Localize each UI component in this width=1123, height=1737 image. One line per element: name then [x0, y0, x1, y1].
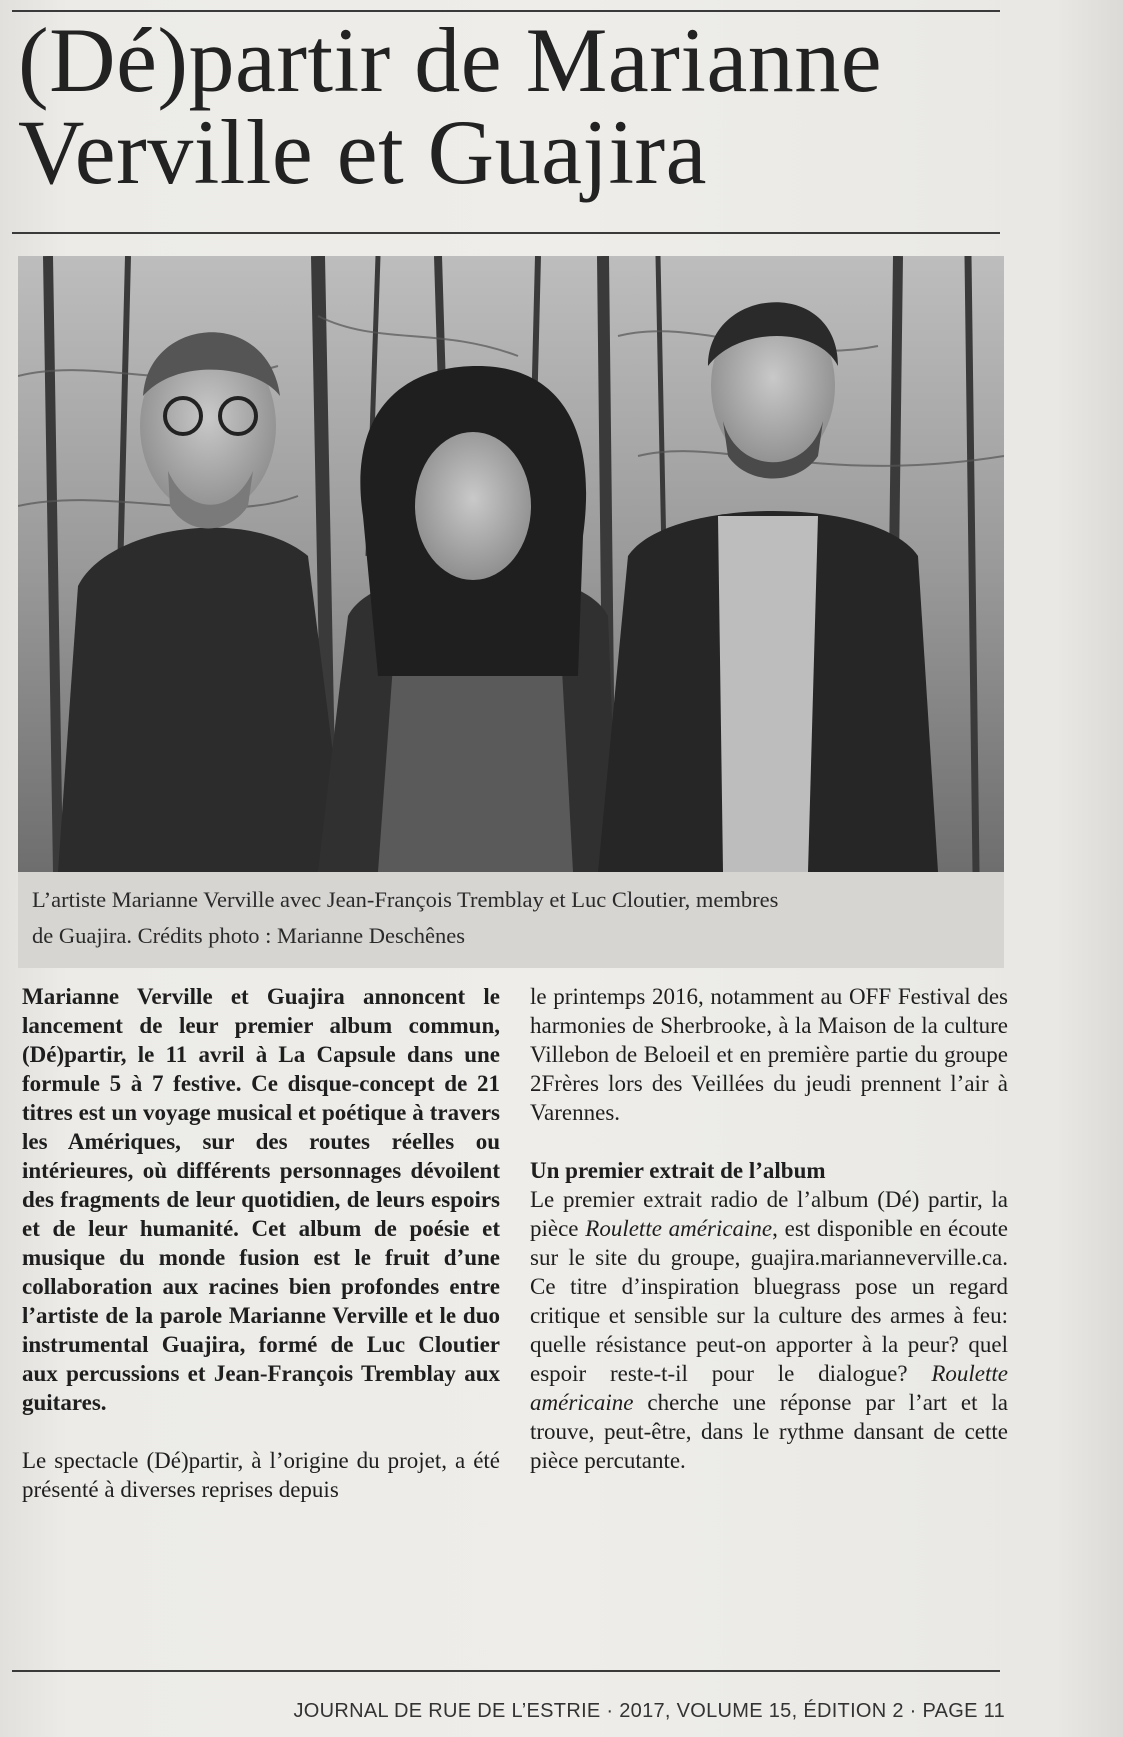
headline-rule [12, 232, 1000, 234]
band-photo-illustration [18, 256, 1004, 872]
photo-caption [32, 882, 992, 954]
extrait-text-3: cherche une réponse par l’art et la trouve, peut-être, dans le rythme dansant de cette pièce percutante. [530, 1390, 1008, 1473]
caption-line-2: de Guajira. Crédits photo : Marianne Deschênes [32, 923, 465, 948]
band-photo [18, 256, 1004, 872]
photo-caption-box [18, 872, 1004, 968]
extrait-text-2: , est disponible en écoute sur le site du groupe, guajira.marianneverville.ca. Ce titre d’inspiration bluegrass pose un regard critique et sensible sur la culture des armes à feu: quelle résistance peut-on apporter à la peur? quel espoir reste-t-il pour le dialogue? [530, 1216, 1009, 1386]
song-title-1: Roulette américaine [585, 1216, 773, 1241]
column-right [530, 982, 1008, 1475]
paragraph-extrait [530, 1185, 1008, 1475]
paragraph-spectacle-start: Le spectacle (Dé)partir, à l’origine du projet, a été présenté à diverses reprises depuis [22, 1448, 500, 1502]
extrait-text-1: Le premier extrait radio de l’album (Dé) partir, la pièce [530, 1187, 1008, 1241]
headline-line-1: (Dé)partir de Marianne [18, 9, 883, 111]
paragraph-spectacle-end: le printemps 2016, notamment au OFF Festival des harmonies de Sherbrooke, à la Maison de la culture Villebon de Beloeil et en première partie du groupe 2Frères lors des Veillées du jeudi prennent l’air à Varennes. [530, 984, 1008, 1125]
lead-paragraph: Marianne Verville et Guajira annoncent le lancement de leur premier album commun, (Dé)partir, le 11 avril à La Capsule dans une formule 5 à 7 festive. Ce disque-concept de 21 titres est un voyage musical et poétique à travers les Amériques, sur des routes réelles ou intérieures, où différents personnages dévoilent des fragments de leur quotidien, de leurs espoirs et de leur humanité. Cet album de poésie et musique du monde fusion est le fruit d’une collaboration aux racines bien profondes entre l’artiste de la parole Marianne Verville et le duo instrumental Guajira, formé de Luc Cloutier aux percussions et Jean-François Tremblay aux guitares. [22, 984, 500, 1415]
column-left [22, 982, 500, 1504]
page-footer: JOURNAL DE RUE DE L’ESTRIE · 2017, VOLUME 15, ÉDITION 2 · PAGE 11 [293, 1700, 1005, 1722]
song-title-2: Roulette américaine [530, 1361, 1008, 1415]
section-subheading: Un premier extrait de l’album [530, 1158, 826, 1183]
headline-line-2: Verville et Guajira [18, 101, 707, 203]
caption-line-1: L’artiste Marianne Verville avec Jean-François Tremblay et Luc Cloutier, membres [32, 887, 779, 912]
footer-rule [12, 1670, 1000, 1672]
headline [18, 9, 998, 203]
